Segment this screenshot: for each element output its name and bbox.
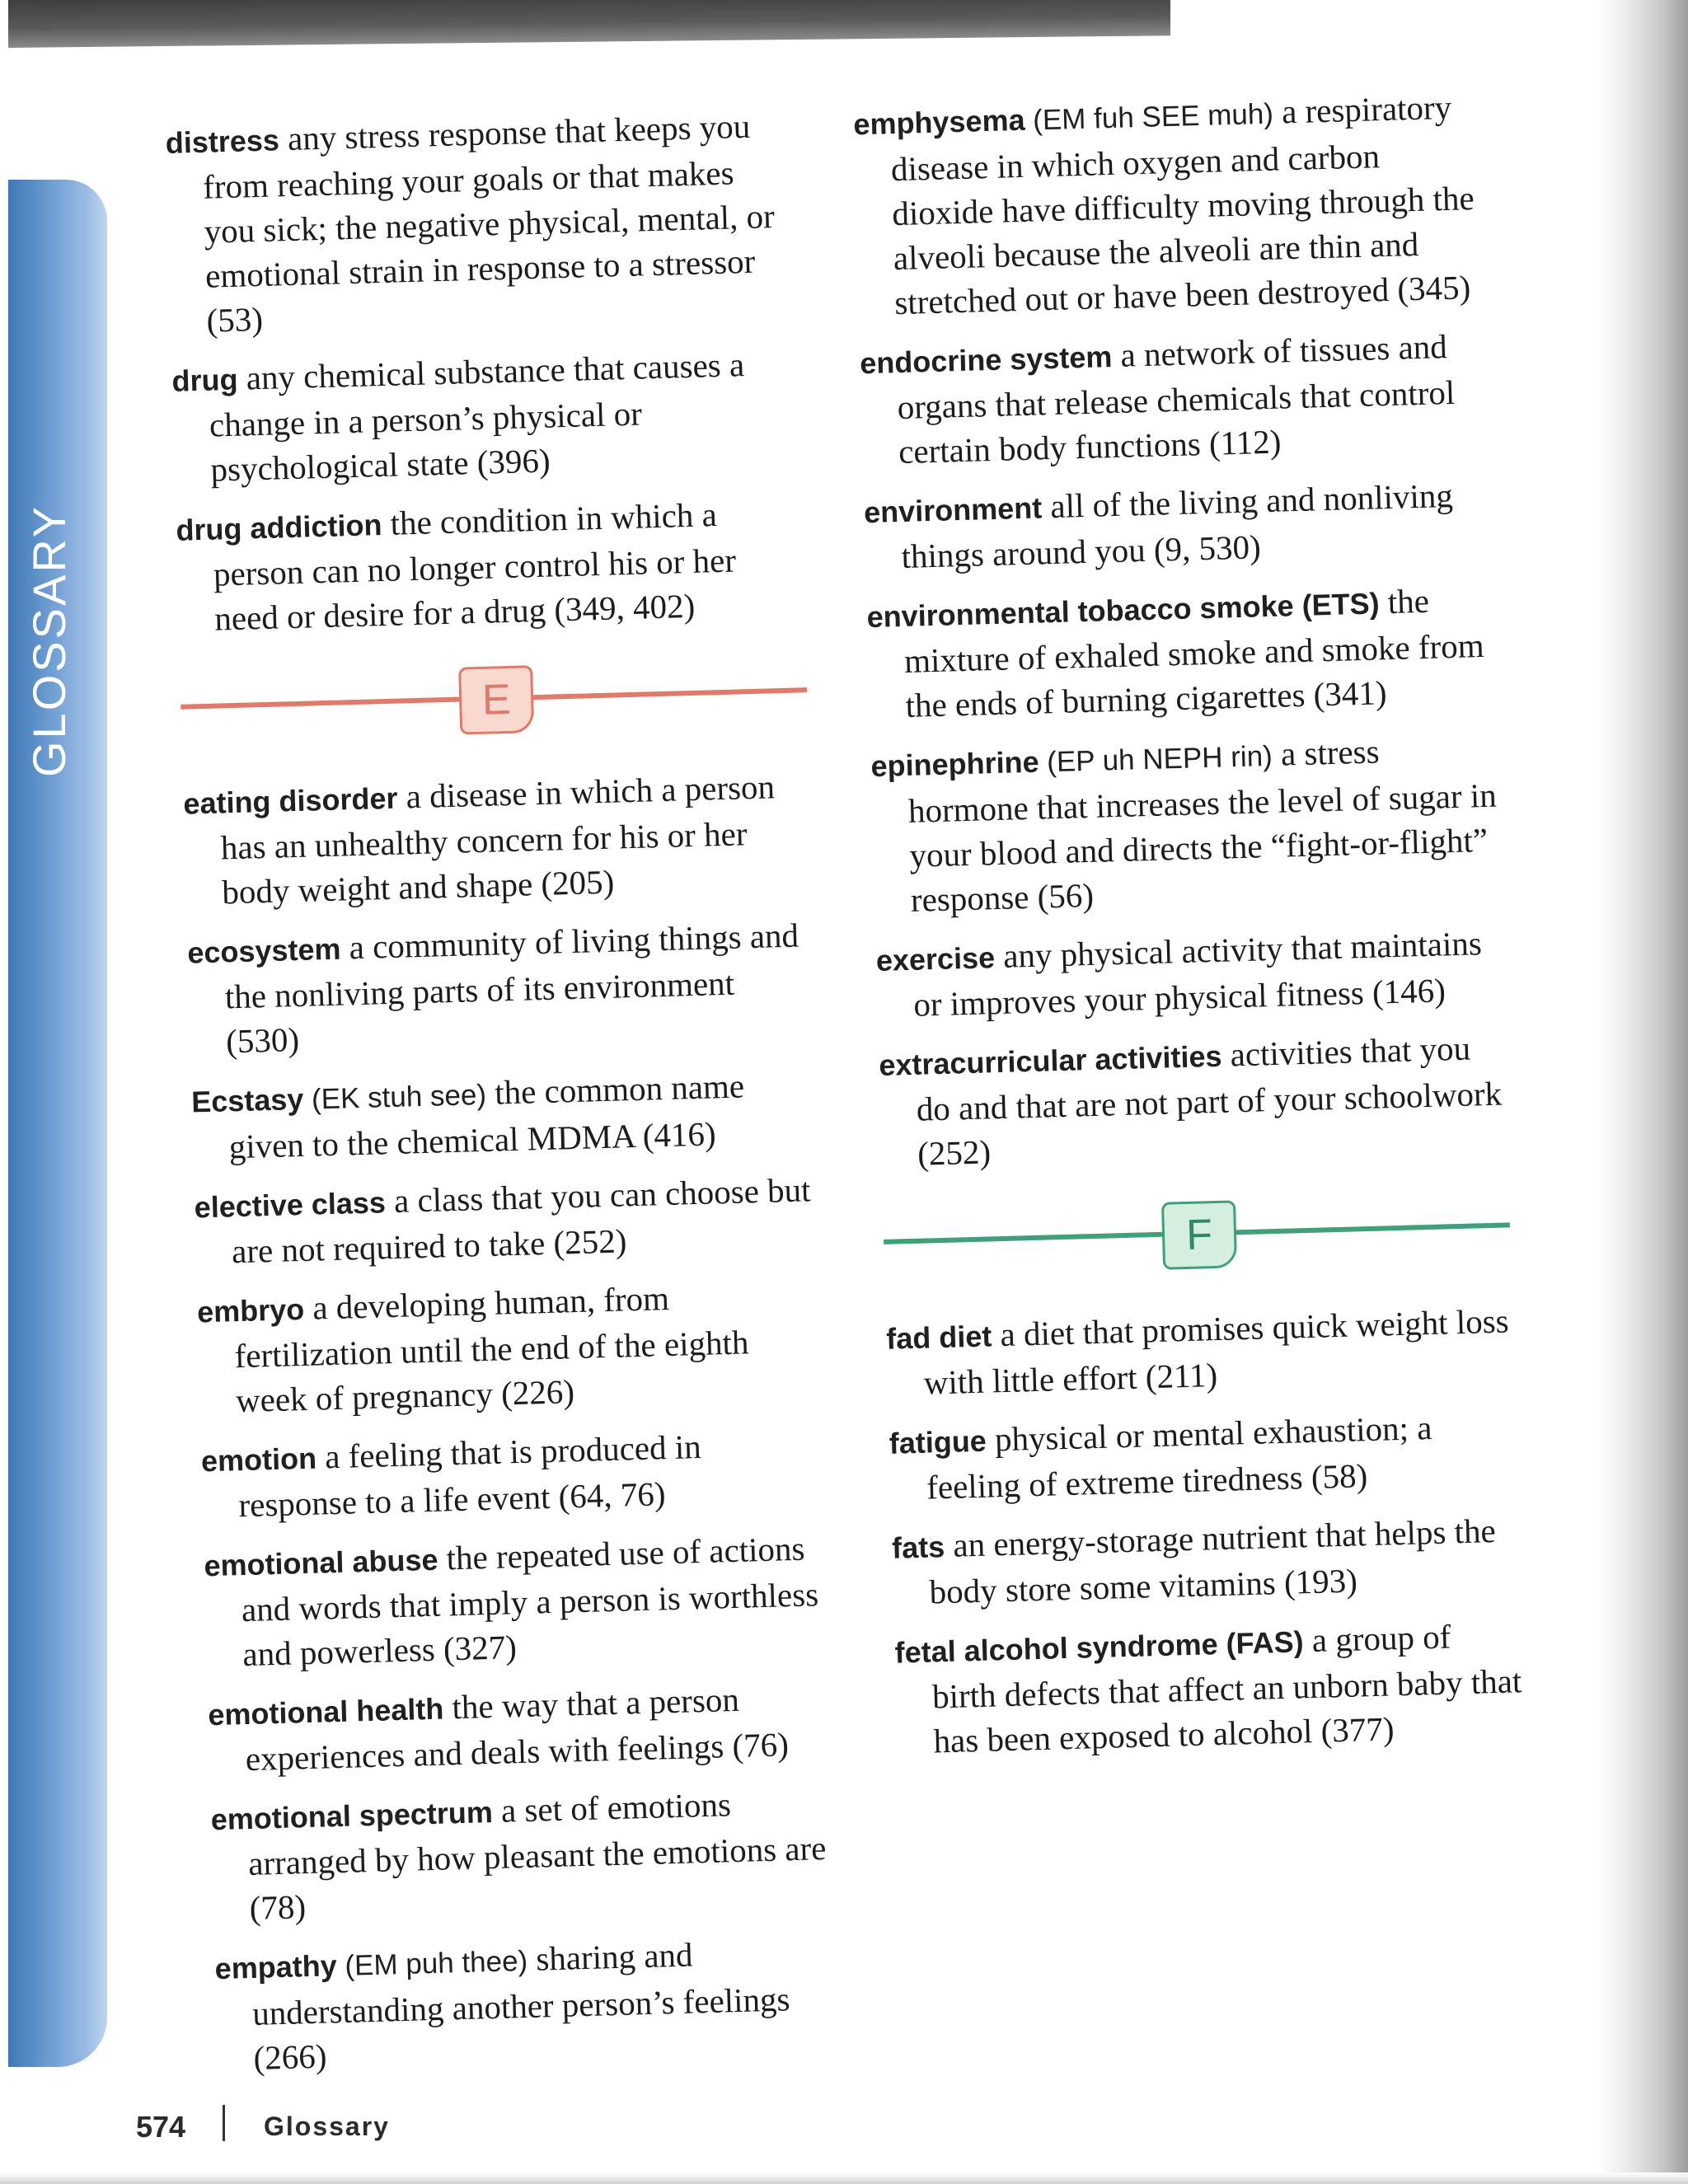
glossary-term: environment bbox=[863, 490, 1043, 530]
glossary-term: elective class bbox=[194, 1185, 387, 1225]
glossary-pronunciation: (EP uh NEPH rin) bbox=[1038, 739, 1273, 779]
left-column bbox=[165, 102, 845, 2095]
glossary-term: fats bbox=[891, 1530, 945, 1565]
glossary-entry bbox=[863, 472, 1492, 580]
letter-badge-e: E bbox=[458, 665, 534, 734]
glossary-entry bbox=[190, 1062, 819, 1170]
glossary-entry bbox=[886, 1298, 1515, 1406]
glossary-definition: the mixture of exhaled smoke and smoke from the ends of burning cigarettes (341) bbox=[903, 581, 1485, 724]
glossary-definition: any physical activity that maintains or improves your physical fitness (146) bbox=[912, 924, 1483, 1024]
glossary-term: fad diet bbox=[885, 1319, 992, 1356]
glossary-term: empathy bbox=[214, 1948, 338, 1986]
glossary-entry bbox=[210, 1779, 840, 1931]
glossary-term: fatigue bbox=[889, 1423, 987, 1460]
glossary-entry bbox=[204, 1526, 833, 1677]
glossary-term: embryo bbox=[196, 1291, 305, 1329]
glossary-term: endocrine system bbox=[859, 340, 1113, 381]
glossary-term: extracurricular activities bbox=[878, 1038, 1222, 1082]
glossary-term: emotional health bbox=[207, 1691, 444, 1732]
letter-divider-e bbox=[180, 658, 808, 741]
footer-separator bbox=[223, 2105, 225, 2141]
glossary-term: emotional spectrum bbox=[210, 1794, 494, 1837]
glossary-term: environmental tobacco smoke (ETS) bbox=[866, 586, 1381, 635]
glossary-entry bbox=[891, 1507, 1520, 1615]
glossary-definition: sharing and understanding another person’s feelings (266) bbox=[251, 1935, 791, 2077]
page-bottom-edge bbox=[0, 2172, 1688, 2184]
glossary-definition: a community of living things and the nonliving parts of its environment (530) bbox=[224, 916, 799, 1061]
glossary-definition: a respiratory disease in which oxygen and carbon dioxide have difficulty moving through the alveoli because the alveoli are thin and stretched out or have been destroyed (345) bbox=[890, 87, 1475, 322]
glossary-entry bbox=[165, 102, 797, 343]
glossary-definition: physical or mental exhaustion; a feeling of extreme tiredness (58) bbox=[926, 1408, 1432, 1507]
glossary-definition: a diet that promises quick weight loss with little effort (211) bbox=[923, 1301, 1510, 1402]
glossary-term: drug bbox=[171, 362, 239, 398]
glossary-entry bbox=[860, 323, 1489, 475]
glossary-entry bbox=[875, 920, 1504, 1028]
glossary-definition: all of the living and nonliving things around you (9, 530) bbox=[901, 476, 1454, 576]
glossary-term: Ecstasy bbox=[190, 1081, 304, 1119]
glossary-definition: the condition in which a person can no longer control his or her need or desire for a drug (349, 402) bbox=[213, 495, 737, 638]
page-top-edge bbox=[0, 0, 1688, 51]
glossary-entry bbox=[187, 912, 817, 1064]
glossary-entry bbox=[894, 1612, 1524, 1764]
glossary-entry bbox=[196, 1272, 826, 1423]
glossary-definition: a disease in which a person has an unhealthy concern for his or her body weight and shape (205) bbox=[220, 767, 776, 912]
glossary-definition: a feeling that is produced in response to a life event (64, 76) bbox=[237, 1427, 702, 1525]
glossary-definition: an energy-storage nutrient that helps the body store some vitamins (193) bbox=[929, 1511, 1497, 1611]
page-number: 574 bbox=[136, 2110, 186, 2144]
glossary-side-tab bbox=[8, 180, 107, 2067]
glossary-entry bbox=[870, 726, 1502, 923]
letter-divider-f bbox=[883, 1193, 1511, 1276]
glossary-term: distress bbox=[165, 123, 280, 160]
glossary-pronunciation: (EM puh thee) bbox=[336, 1944, 528, 1983]
entries-e-left bbox=[183, 763, 844, 2081]
glossary-term: fetal alcohol syndrome (FAS) bbox=[894, 1624, 1305, 1670]
glossary-definition: the common name given to the chemical MDMA (416) bbox=[228, 1066, 745, 1166]
glossary-definition: a group of birth defects that affect an unborn baby that has been exposed to alcohol (377) bbox=[931, 1617, 1522, 1760]
glossary-definition: any chemical substance that causes a change in a person’s physical or psychological state (396) bbox=[209, 345, 745, 489]
entries-f bbox=[886, 1298, 1524, 1764]
glossary-pronunciation: (EK stuh see) bbox=[302, 1078, 487, 1116]
glossary-term: exercise bbox=[875, 940, 996, 978]
glossary-entry bbox=[194, 1167, 823, 1275]
glossary-entry bbox=[171, 340, 801, 492]
glossary-pronunciation: (EM fuh SEE muh) bbox=[1024, 97, 1274, 137]
footer-section-title: Glossary bbox=[264, 2111, 390, 2141]
glossary-entry bbox=[879, 1024, 1508, 1176]
glossary-definition: a set of emotions arranged by how pleasant the emotions are (78) bbox=[247, 1785, 827, 1928]
glossary-entry bbox=[889, 1403, 1517, 1511]
glossary-entry bbox=[183, 763, 813, 915]
entries-d bbox=[165, 102, 805, 641]
glossary-term: emotional abuse bbox=[203, 1542, 438, 1583]
glossary-definition: activities that you do and that are not part of your schoolwork (252) bbox=[916, 1029, 1503, 1173]
glossary-entry bbox=[214, 1929, 844, 2081]
glossary-term: epinephrine bbox=[870, 744, 1040, 784]
glossary-term: eating disorder bbox=[182, 780, 398, 821]
glossary-definition: a developing human, from fertilization until the end of the eighth week of pregnancy (226) bbox=[233, 1278, 749, 1420]
scan-dark-edge bbox=[8, 0, 1170, 48]
glossary-definition: a network of tissues and organs that release chemicals that control certain body functions (112) bbox=[897, 327, 1456, 471]
glossary-term: emotion bbox=[200, 1441, 317, 1479]
glossary-entry bbox=[176, 490, 805, 641]
glossary-term: emphysema bbox=[852, 102, 1026, 142]
glossary-entry bbox=[866, 577, 1496, 729]
glossary-definition: the way that a person experiences and deals with feelings (76) bbox=[245, 1680, 790, 1779]
glossary-term: drug addiction bbox=[175, 508, 382, 547]
entries-e-right bbox=[853, 84, 1508, 1177]
glossary-definition: a class that you can choose but are not required to take (252) bbox=[231, 1170, 811, 1271]
right-column bbox=[853, 84, 1525, 1779]
glossary-definition: any stress response that keeps you from reaching your goals or that makes you sick; the negative physical, mental, or emotional strain in response to a stressor (53) bbox=[202, 106, 776, 340]
glossary-entry bbox=[200, 1421, 829, 1529]
glossary-term: ecosystem bbox=[186, 931, 341, 970]
glossary-page bbox=[165, 81, 1635, 2080]
letter-badge-f: F bbox=[1161, 1200, 1237, 1269]
glossary-entry bbox=[853, 84, 1485, 326]
glossary-definition: the repeated use of actions and words that imply a person is worthless and powerless (327) bbox=[241, 1529, 819, 1674]
side-tab-label: GLOSSARY bbox=[23, 504, 75, 777]
glossary-definition: a stress hormone that increases the level of sugar in your blood and directs the “fight-or-flight” response (56) bbox=[907, 732, 1498, 919]
glossary-entry bbox=[208, 1675, 837, 1783]
